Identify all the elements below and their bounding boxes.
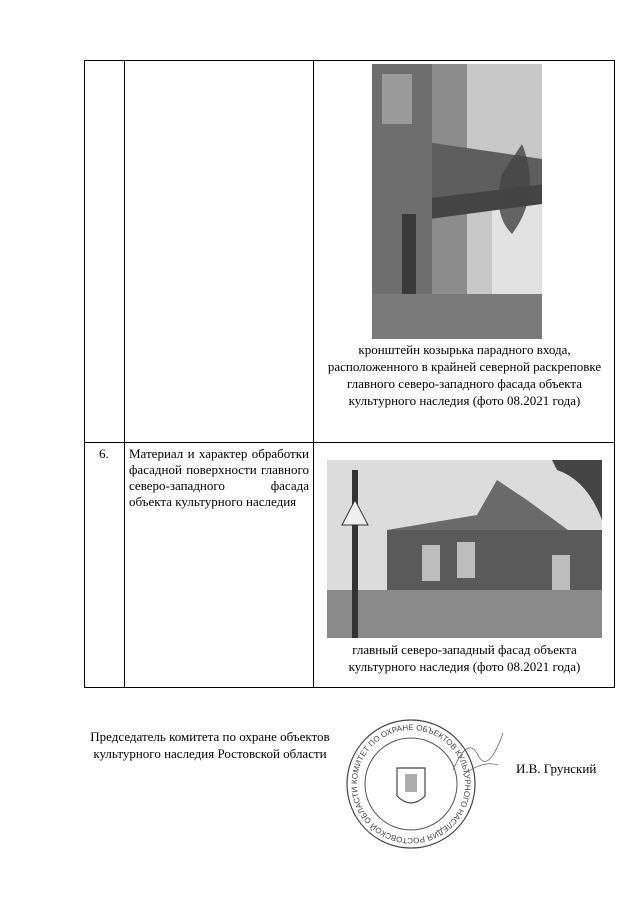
signatory-position: Председатель комитета по охране объектов культурного наследия Ростовской области <box>90 729 330 761</box>
handwritten-signature <box>448 725 508 785</box>
criterion-text: Материал и характер обработки фасадной поверхности главного северо-западного фасада объекта культурного наследия <box>129 446 309 509</box>
row-number: 6. <box>99 446 109 461</box>
svg-text:КОМИТЕТ ПО ОХРАНЕ ОБЪЕКТОВ КУЛ: КОМИТЕТ ПО ОХРАНЕ ОБЪЕКТОВ КУЛЬТУРНОГО НАСЛЕДИЯ РОСТОВСКОЙ ОБЛАСТИ <box>349 722 473 846</box>
photo-caption-canopy: кронштейн козырька парадного входа, расположенного в крайней северной раскреповке главного северо-западного фасада объекта культурного наследия (фото 08.2021 года) <box>327 342 602 408</box>
signatory-name: И.В. Грунский <box>516 761 597 776</box>
photo-caption-facade: главный северо-западный фасад объекта культурного наследия (фото 08.2021 года) <box>348 642 581 674</box>
